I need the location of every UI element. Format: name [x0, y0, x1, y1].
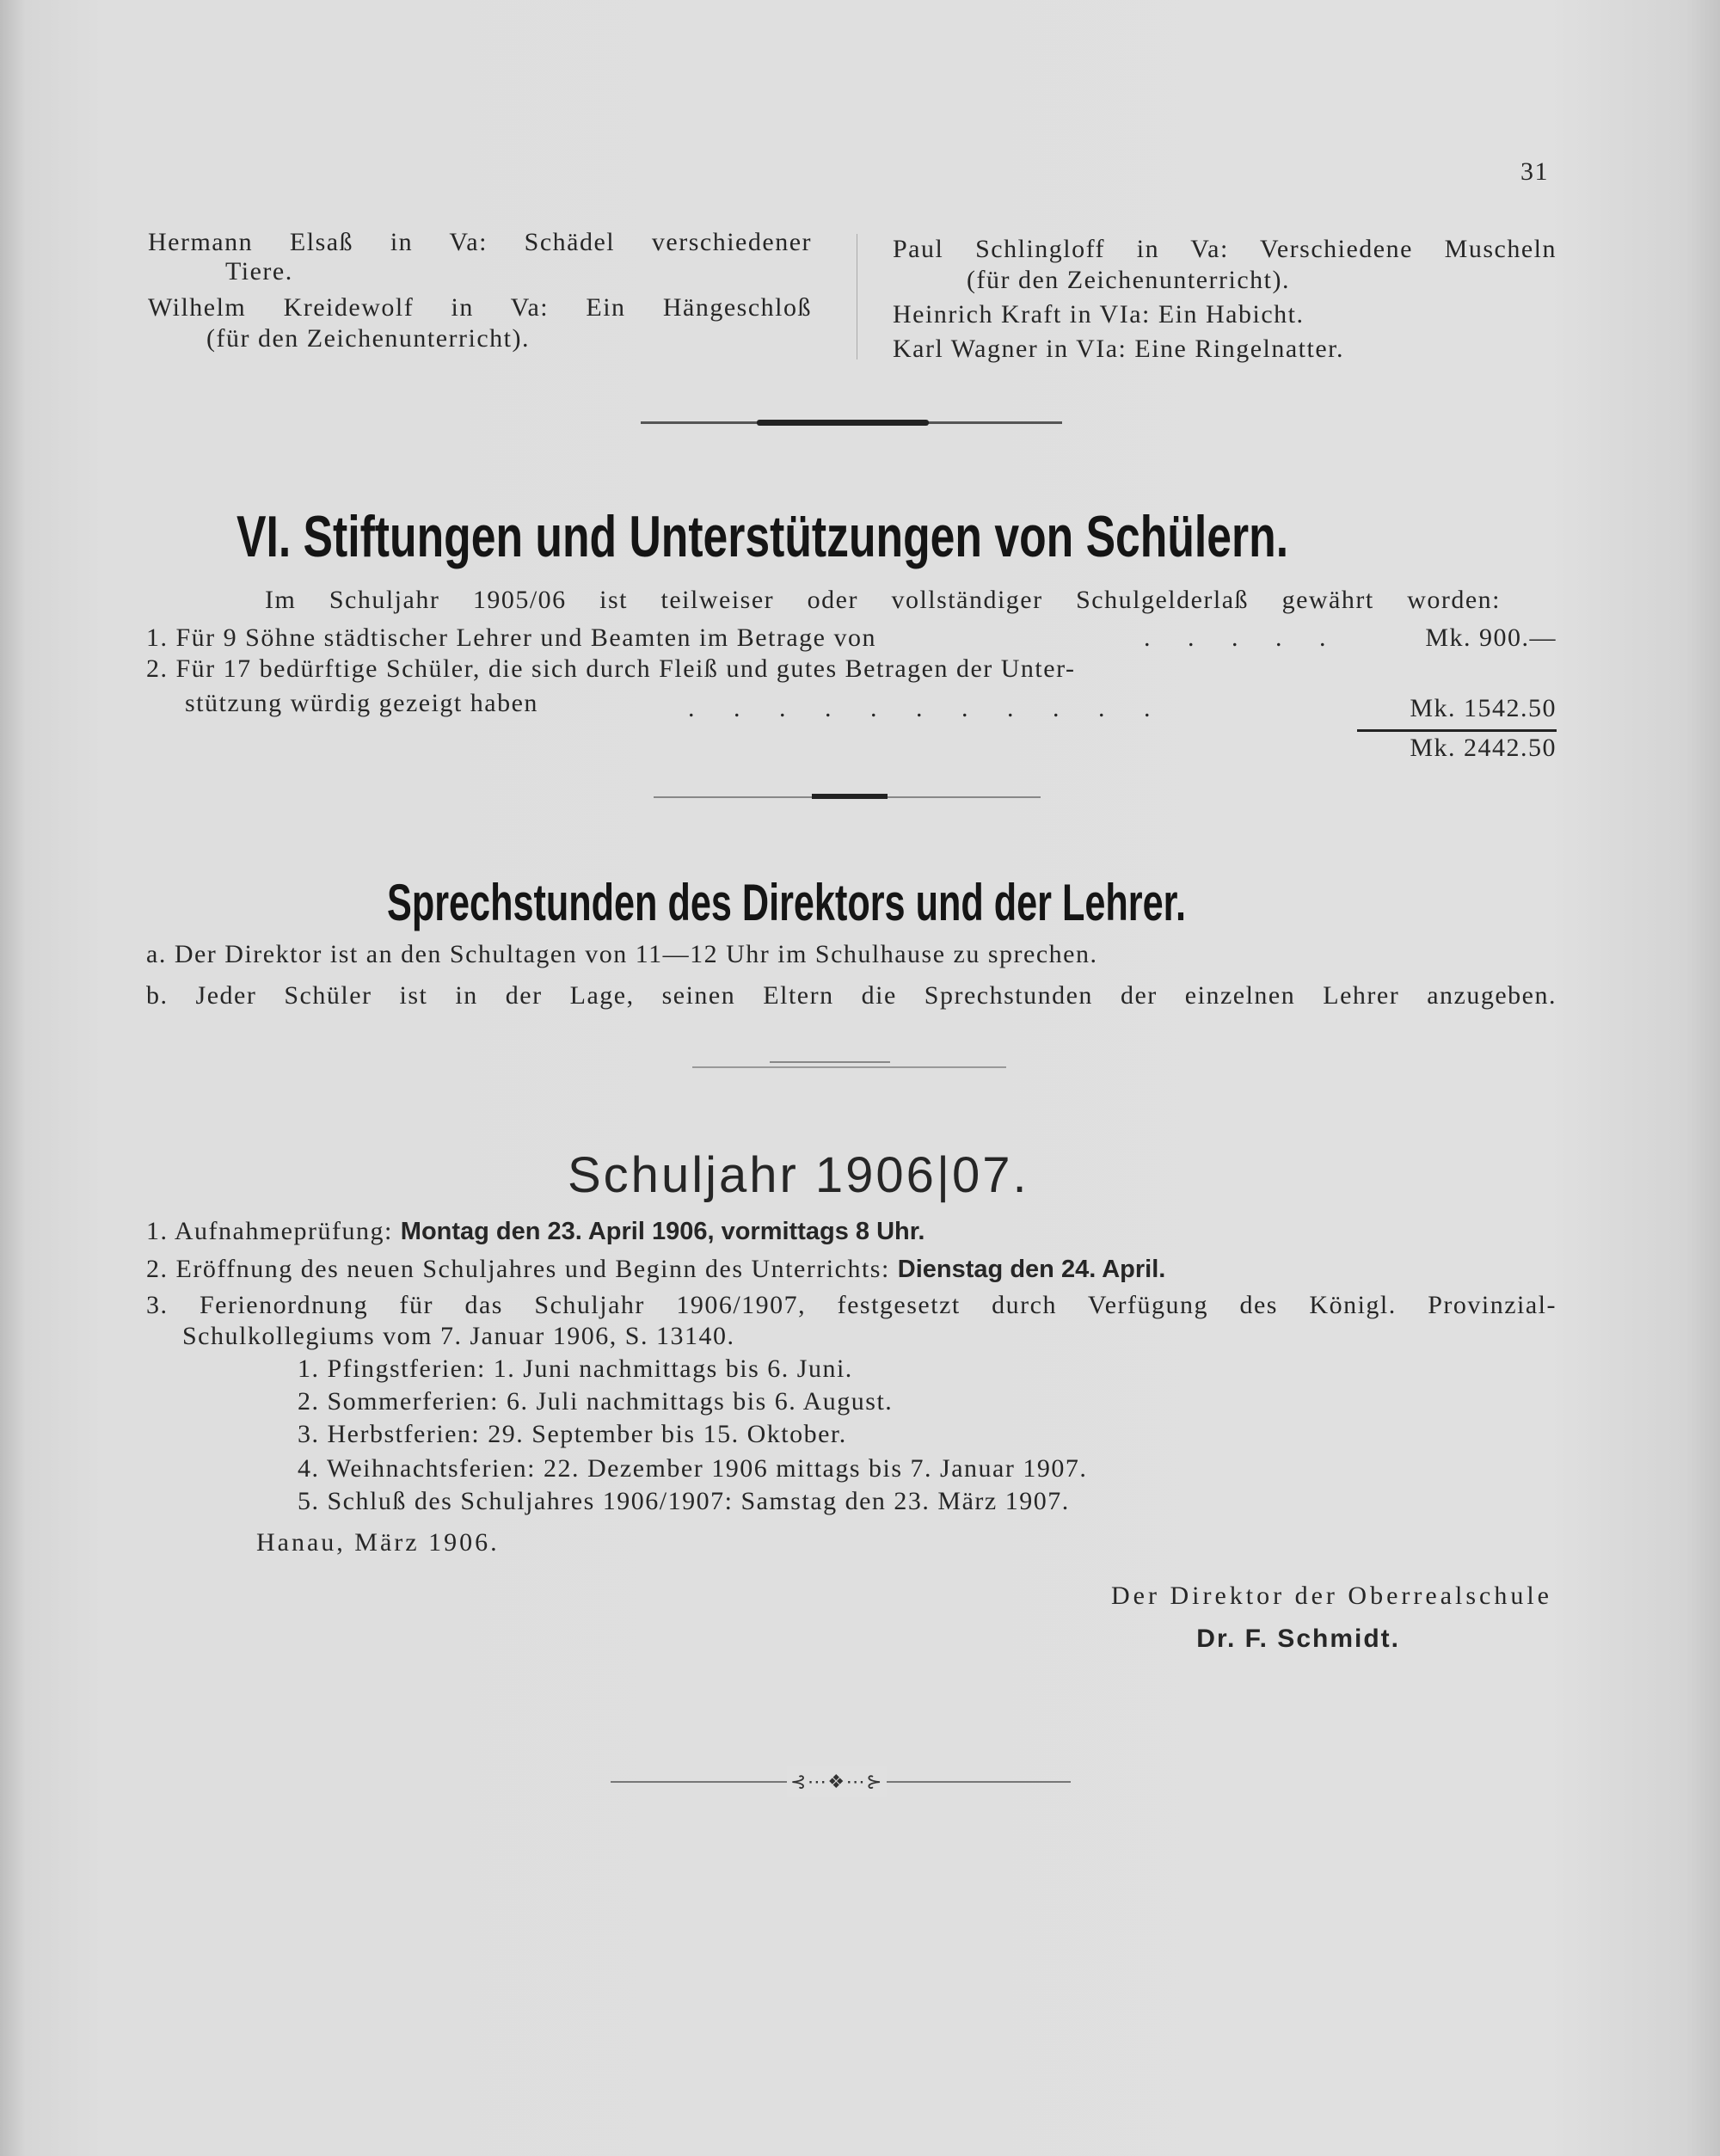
holiday-item: 2. Sommerferien: 6. Juli nachmittags bis 6. August.: [298, 1387, 894, 1416]
term-start-date: Dienstag den 24. April.: [897, 1256, 1166, 1283]
sum-rule: [1357, 729, 1557, 732]
office-hours-a: a. Der Direktor ist an den Schultagen von 11—12 Uhr im Schulhause zu sprechen.: [146, 940, 1098, 968]
holiday-item: 3. Herbstferien: 29. September bis 15. Oktober.: [298, 1420, 847, 1448]
donation-entry: Wilhelm Kreidewolf in Va: Ein Hängeschloß: [148, 293, 812, 322]
stipend-item-2-dots: . . . . . . . . . . .: [688, 694, 1167, 722]
place-date: Hanau, März 1906.: [256, 1528, 500, 1557]
stipend-item-1-dots: . . . . .: [1144, 623, 1342, 652]
donation-entry-cont: (für den Zeichenunterricht).: [206, 324, 530, 353]
holiday-order-cont: Schulkollegiums vom 7. Januar 1906, S. 13140.: [182, 1322, 735, 1350]
stipend-item-1-text: 1. Für 9 Söhne städtischer Lehrer und Beamten im Betrage von: [146, 623, 876, 652]
stipend-item-2-text: 2. Für 17 bedürftige Schüler, die sich durch Fleiß und gutes Betragen der Unter-: [146, 654, 1076, 683]
stipend-item-2-text-cont: stützung würdig gezeigt haben: [185, 689, 538, 717]
entrance-exam-label: 1. Aufnahmeprüfung:: [146, 1217, 393, 1245]
section-rule-center: [770, 1061, 890, 1063]
donation-entry: Karl Wagner in VIa: Eine Ringelnatter.: [893, 335, 1345, 363]
page-number: 31: [1520, 157, 1549, 186]
stipend-item-1-amount: Mk. 900.—: [1425, 623, 1557, 652]
school-year-title: Schuljahr 1906|07.: [568, 1147, 1029, 1203]
holiday-order: 3. Ferienordnung für das Schuljahr 1906/1907, festgesetzt durch Verfügung des Königl. Provinzial-: [146, 1291, 1557, 1319]
signature-role: Der Direktor der Oberrealschule: [1111, 1582, 1552, 1610]
donation-entry: Hermann Elsaß in Va: Schädel verschiedener: [148, 228, 812, 256]
signature-name: Dr. F. Schmidt.: [1196, 1625, 1400, 1653]
section-rule-center: [812, 794, 888, 799]
donation-entry: Heinrich Kraft in VIa: Ein Habicht.: [893, 300, 1305, 329]
section-rule: [692, 1066, 1006, 1068]
office-hours-b: b. Jeder Schüler ist in der Lage, seinen Eltern die Sprechstunden der einzelnen Lehrer anzugeben.: [146, 981, 1557, 1010]
donation-entry-cont: (für den Zeichenunterricht).: [967, 266, 1290, 294]
section-rule-center: [757, 420, 929, 426]
section-vi-title: VI. Stiftungen und Unterstützungen von Schülern.: [236, 504, 1289, 569]
office-hours-title: Sprechstunden des Direktors und der Lehrer.: [387, 874, 1187, 931]
stipend-total: Mk. 2442.50: [1410, 734, 1557, 762]
donation-entry: Paul Schlingloff in Va: Verschiedene Muscheln: [893, 235, 1557, 263]
holiday-item: 1. Pfingstferien: 1. Juni nachmittags bis 6. Juni.: [298, 1354, 853, 1383]
section-vi-intro: Im Schuljahr 1905/06 ist teilweiser oder vollständiger Schulgelderlaß gewährt worden:: [265, 586, 1501, 614]
donation-entry-cont: Tiere.: [225, 257, 293, 286]
end-ornament-icon: ⊰⋯❖⋯⊱: [787, 1766, 887, 1797]
stipend-item-2-amount: Mk. 1542.50: [1410, 694, 1557, 722]
term-start-label: 2. Eröffnung des neuen Schuljahres und Beginn des Unterrichts:: [146, 1255, 890, 1283]
entrance-exam-date: Montag den 23. April 1906, vormittags 8 Uhr.: [400, 1218, 925, 1245]
holiday-item: 5. Schluß des Schuljahres 1906/1907: Samstag den 23. März 1907.: [298, 1487, 1070, 1515]
holiday-item: 4. Weihnachtsferien: 22. Dezember 1906 mittags bis 7. Januar 1907.: [298, 1454, 1088, 1483]
